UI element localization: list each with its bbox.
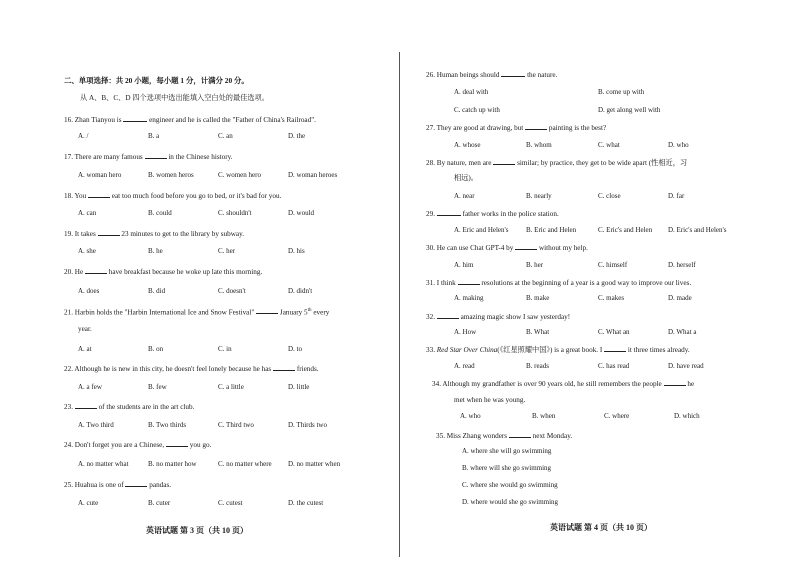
option-a[interactable]: A. deal with (454, 88, 489, 96)
option-b[interactable]: B. cuter (148, 499, 171, 507)
question-22 (64, 364, 319, 374)
option-a[interactable]: A. him (454, 261, 474, 269)
option-a[interactable]: A. read (454, 362, 475, 370)
option-c[interactable]: C. her (218, 247, 236, 255)
option-b[interactable]: B. come up with (598, 88, 645, 96)
question-text: you go. (189, 441, 212, 449)
option-a[interactable]: A. Eric and Helen's (454, 226, 509, 234)
question-text: resolutions at the beginning of a year is a good way to improve our lives. (481, 279, 692, 287)
page-footer: 英语试题 第 4 页（共 10 页） (550, 523, 652, 532)
option-c[interactable]: C. women hero (218, 171, 261, 179)
option-a[interactable]: A. does (78, 287, 100, 295)
question-text: He can use Chat GPT-4 by (436, 244, 514, 252)
option-a[interactable]: A. at (78, 345, 92, 353)
answer-blank (664, 379, 686, 386)
question-number: 32. (426, 313, 435, 321)
question-text: painting is the best? (548, 124, 607, 132)
question-text: I think (436, 279, 456, 287)
option-c[interactable]: C. where she would go swimming (462, 481, 558, 489)
question-text: in the Chinese history. (168, 153, 233, 161)
question-number: 18. (64, 192, 73, 200)
question-28 (426, 158, 687, 168)
question-text: eat too much food before you go to bed, or it's bad for you. (111, 192, 282, 200)
question-text: next Monday. (532, 432, 573, 440)
answer-blank (88, 191, 110, 198)
question-number: 35. (436, 432, 445, 440)
question-24 (64, 440, 211, 450)
option-b[interactable]: B. on (148, 345, 164, 353)
book-title: Red Star Over China (436, 346, 498, 354)
question-30 (426, 243, 588, 253)
right-page (402, 0, 794, 562)
question-text: of the students are in the art club. (98, 403, 195, 411)
option-b[interactable]: B. where will she go swimming (462, 464, 552, 472)
question-34-continuation: met when he was young. (454, 396, 526, 404)
answer-blank (458, 278, 480, 285)
option-a[interactable]: A. / (78, 132, 89, 140)
option-a[interactable]: A. she (78, 247, 96, 255)
option-d[interactable]: D. would (288, 209, 315, 217)
question-18 (64, 191, 281, 201)
answer-blank (75, 402, 97, 409)
question-text: the nature. (527, 71, 558, 79)
question-text: By nature, men are (436, 159, 492, 167)
option-d[interactable]: D. far (668, 192, 685, 200)
question-text: have breakfast because he woke up late this morning. (108, 268, 263, 276)
question-26 (426, 70, 557, 80)
question-number: 34. (432, 380, 441, 388)
option-a[interactable]: A. can (78, 209, 97, 217)
option-b[interactable]: B. reads (526, 362, 549, 370)
question-23 (64, 402, 194, 412)
answer-blank (437, 312, 459, 319)
answer-blank (437, 209, 461, 216)
page-divider (399, 52, 400, 557)
option-d[interactable]: D. What a (668, 328, 697, 336)
option-d[interactable]: D. to (288, 345, 302, 353)
option-c[interactable]: C. Eric's and Helen (598, 226, 653, 234)
question-text: without my help. (538, 244, 588, 252)
option-a[interactable]: A. cute (78, 499, 99, 507)
question-text: Although my grandfather is over 90 years old, he still remembers the people (442, 380, 662, 388)
answer-blank (509, 431, 531, 438)
option-c[interactable]: C. where (604, 412, 630, 420)
option-c[interactable]: C. What an (598, 328, 630, 336)
question-text: They are good at drawing, but (436, 124, 524, 132)
question-text: every (313, 308, 330, 317)
option-c[interactable]: C. in (218, 345, 232, 353)
option-a[interactable]: A. making (454, 294, 484, 302)
option-a[interactable]: A. a few (78, 383, 102, 391)
option-b[interactable]: B. her (526, 261, 544, 269)
answer-blank (515, 243, 537, 250)
question-text: There are many famous (74, 153, 143, 161)
option-c[interactable]: C. a little (218, 383, 244, 391)
option-b[interactable]: B. nearly (526, 192, 552, 200)
option-d[interactable]: D. the (288, 132, 306, 140)
option-c[interactable]: C. catch up with (454, 106, 500, 114)
book-title-chinese: (《红星照耀中国》) (497, 346, 553, 354)
option-c[interactable]: C. no matter where (218, 460, 272, 468)
option-c[interactable]: C. close (598, 192, 621, 200)
answer-blank (501, 70, 525, 77)
question-text: engineer and he is called the "Father of China's Railroad". (149, 116, 316, 124)
question-number: 31. (426, 279, 435, 287)
question-16 (64, 115, 316, 125)
question-28-continuation: 相远)。 (454, 174, 478, 182)
answer-blank (273, 364, 295, 371)
question-number: 25. (64, 481, 73, 489)
option-d[interactable]: D. have read (668, 362, 704, 370)
question-21 (64, 306, 329, 317)
question-32 (426, 312, 570, 322)
option-d[interactable]: D. who (668, 141, 689, 149)
option-d[interactable]: D. which (674, 412, 700, 420)
option-b[interactable]: B. Two thirds (148, 421, 187, 429)
option-d[interactable]: D. didn't (288, 287, 313, 295)
option-d[interactable]: D. woman heroes (288, 171, 338, 179)
answer-blank (123, 115, 147, 122)
option-b[interactable]: B. women heros (148, 171, 194, 179)
option-c[interactable]: C. doesn't (218, 287, 246, 295)
option-b[interactable]: B. could (148, 209, 172, 217)
option-b[interactable]: B. What (526, 328, 550, 336)
question-25 (64, 480, 171, 490)
option-c[interactable]: C. makes (598, 294, 625, 302)
question-number: 23. (64, 403, 73, 411)
option-d[interactable]: D. Eric's and Helen's (668, 226, 727, 234)
question-number: 33. (426, 346, 435, 354)
option-b[interactable]: B. no matter how (148, 460, 197, 468)
question-text: 23 minutes to get to the library by subway. (121, 230, 245, 238)
question-31 (426, 278, 691, 288)
option-b[interactable]: B. Eric and Helen (526, 226, 577, 234)
option-d[interactable]: D. herself (668, 261, 696, 269)
option-b[interactable]: B. when (532, 412, 556, 420)
option-b[interactable]: B. whom (526, 141, 552, 149)
option-d[interactable]: D. Thirds two (288, 421, 327, 429)
question-text: pandas. (149, 481, 172, 489)
option-d[interactable]: D. his (288, 247, 305, 255)
option-b[interactable]: B. he (148, 247, 163, 255)
answer-blank (604, 345, 626, 352)
question-17 (64, 152, 233, 162)
option-c[interactable]: C. shouldn't (218, 209, 252, 217)
answer-blank (145, 152, 167, 159)
question-text: Zhan Tianyou is (74, 116, 122, 124)
question-text: He (74, 268, 84, 276)
section-instruction: 从 A、B、C、D 四个选项中选出能填入空白处的最佳选项。 (80, 94, 269, 102)
question-text: is a great book. I (554, 346, 603, 354)
option-b[interactable]: B. did (148, 287, 166, 295)
question-number: 20. (64, 268, 73, 276)
option-a[interactable]: A. where she will go swimming (462, 447, 552, 455)
answer-blank (166, 440, 188, 447)
question-number: 26. (426, 71, 435, 79)
answer-blank (125, 480, 147, 487)
option-a[interactable]: A. How (454, 328, 477, 336)
question-number: 19. (64, 230, 73, 238)
option-c[interactable]: C. himself (598, 261, 628, 269)
option-a[interactable]: A. woman hero (78, 171, 122, 179)
question-text: Miss Zhang wonders (446, 432, 508, 440)
option-a[interactable]: A. who (460, 412, 481, 420)
option-a[interactable]: A. near (454, 192, 475, 200)
option-b[interactable]: B. a (148, 132, 160, 140)
question-text: amazing magic show I saw yesterday! (460, 313, 571, 321)
option-b[interactable]: B. make (526, 294, 550, 302)
question-text: it three times already. (627, 346, 690, 354)
question-number: 17. (64, 153, 73, 161)
option-c[interactable]: C. cutest (218, 499, 243, 507)
question-number: 16. (64, 116, 73, 124)
question-19 (64, 229, 244, 239)
option-b[interactable]: B. few (148, 383, 167, 391)
question-text: Huahua is one of (74, 481, 124, 489)
option-d[interactable]: D. no matter when (288, 460, 341, 468)
question-34 (432, 379, 694, 389)
question-text: Human beings should (436, 71, 500, 79)
option-a[interactable]: A. whose (454, 141, 481, 149)
option-c[interactable]: C. has read (598, 362, 630, 370)
answer-blank (493, 158, 515, 165)
question-text: father works in the police station. (462, 210, 559, 218)
page-footer: 英语试题 第 3 页（共 10 页） (146, 526, 248, 535)
question-number: 28. (426, 159, 435, 167)
question-number: 29. (426, 210, 435, 218)
option-d[interactable]: D. made (668, 294, 692, 302)
ordinal-suffix: th (307, 308, 312, 313)
section-title: 二、单项选择：共 20 小题，每小题 1 分，计满分 20 分。 (64, 76, 249, 85)
option-d[interactable]: D. little (288, 383, 310, 391)
question-number: 24. (64, 441, 73, 449)
question-text: Don't forget you are a Chinese, (74, 441, 165, 449)
question-29 (426, 209, 559, 219)
option-a[interactable]: A. no matter what (78, 460, 129, 468)
question-33 (426, 345, 690, 355)
option-a[interactable]: A. Two third (78, 421, 114, 429)
question-text: friends. (296, 365, 319, 373)
answer-blank (256, 307, 278, 314)
option-c[interactable]: C. what (598, 141, 620, 149)
question-text: similar; by practice, they get to be wide apart (性相近，习 (517, 159, 688, 167)
question-number: 30. (426, 244, 435, 252)
question-text: You (74, 192, 87, 200)
question-text: Harbin holds the "Harbin International Ice and Snow Festival" (74, 308, 255, 317)
question-21-continuation: year. (78, 325, 92, 333)
answer-blank (85, 267, 107, 274)
question-27 (426, 123, 606, 133)
question-20 (64, 267, 262, 277)
question-number: 22. (64, 365, 73, 373)
option-c[interactable]: C. Third two (218, 421, 254, 429)
answer-blank (525, 123, 547, 130)
option-d[interactable]: D. get along well with (598, 106, 661, 114)
option-d[interactable]: D. the cutest (288, 499, 324, 507)
question-number: 27. (426, 124, 435, 132)
question-text: Although he is new in this city, he doesn't feel lonely because he has (74, 365, 272, 373)
question-text: he (687, 380, 695, 388)
option-d[interactable]: D. where would she go swimming (462, 498, 559, 506)
question-35 (436, 431, 572, 441)
question-text: It takes (74, 230, 96, 238)
question-text: January 5 (279, 308, 308, 317)
question-number: 21. (64, 308, 73, 317)
option-c[interactable]: C. an (218, 132, 233, 140)
answer-blank (98, 229, 120, 236)
